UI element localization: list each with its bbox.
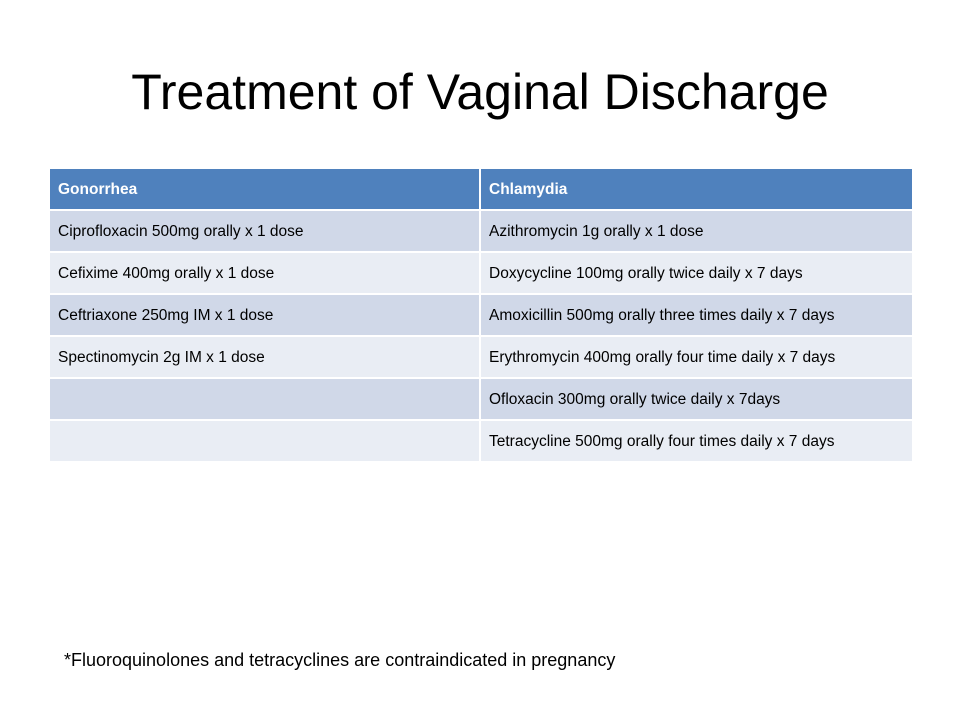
chlamydia-cell: Amoxicillin 500mg orally three times daily x 7 days [480,294,913,336]
gonorrhea-cell [49,378,480,420]
table-header-row [49,168,913,210]
table-row [49,336,913,378]
table-row [49,378,913,420]
chlamydia-cell: Azithromycin 1g orally x 1 dose [480,210,913,252]
chlamydia-cell: Doxycycline 100mg orally twice daily x 7 days [480,252,913,294]
table-row [49,252,913,294]
gonorrhea-cell: Ciprofloxacin 500mg orally x 1 dose [49,210,480,252]
column-header-gonorrhea: Gonorrhea [49,168,480,210]
slide-title: Treatment of Vaginal Discharge [131,64,829,120]
gonorrhea-cell: Spectinomycin 2g IM x 1 dose [49,336,480,378]
chlamydia-cell: Erythromycin 400mg orally four time daily x 7 days [480,336,913,378]
gonorrhea-cell [49,420,480,462]
chlamydia-cell: Tetracycline 500mg orally four times daily x 7 days [480,420,913,462]
treatment-table [48,167,914,463]
gonorrhea-cell: Ceftriaxone 250mg IM x 1 dose [49,294,480,336]
table-row [49,210,913,252]
chlamydia-cell: Ofloxacin 300mg orally twice daily x 7days [480,378,913,420]
table-row [49,420,913,462]
footnote: *Fluoroquinolones and tetracyclines are contraindicated in pregnancy [64,650,616,670]
gonorrhea-cell: Cefixime 400mg orally x 1 dose [49,252,480,294]
table-row [49,294,913,336]
column-header-chlamydia: Chlamydia [480,168,913,210]
